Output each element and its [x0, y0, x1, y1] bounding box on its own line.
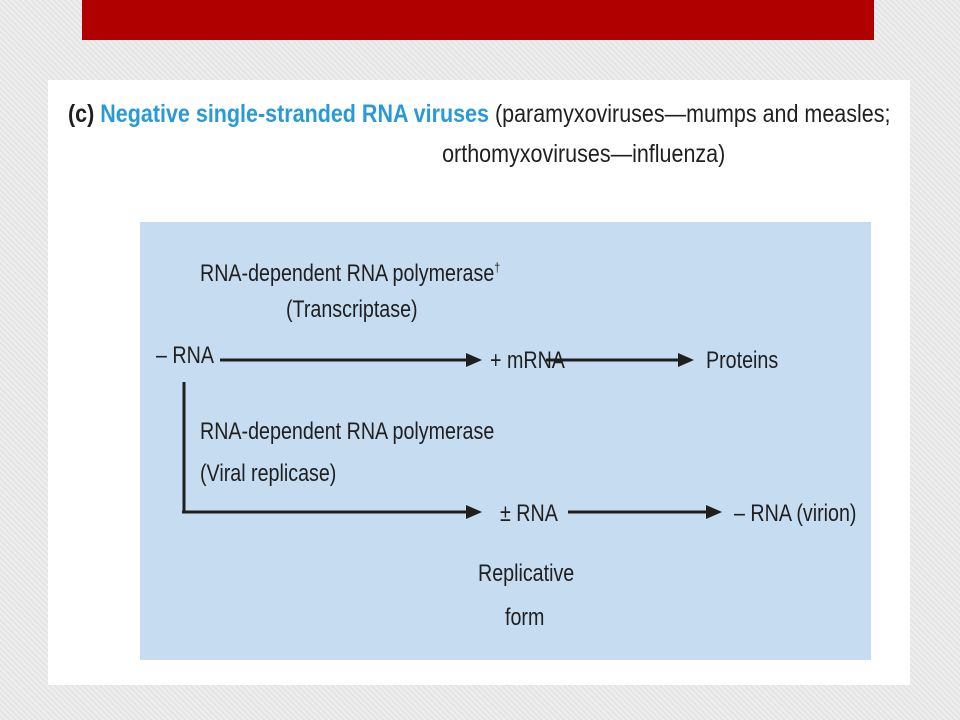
arrow-transcription-head: [466, 353, 482, 367]
virus-examples-line2: orthomyxoviruses—influenza): [442, 140, 726, 168]
node-negative-rna: – RNA: [156, 342, 214, 369]
replicative-caption-line1: Replicative: [478, 560, 575, 587]
figure-title: Negative single-stranded RNA viruses: [100, 100, 489, 128]
replicative-caption-line2: form: [505, 604, 545, 631]
dagger-footnote-mark: †: [494, 260, 501, 275]
panel-label: (c): [68, 100, 95, 128]
arrow-virion-head: [706, 505, 722, 519]
node-positive-mrna: + mRNA: [490, 347, 565, 374]
enzyme-alias-transcriptase: (Transcriptase): [286, 296, 418, 323]
enzyme-alias-replicase: (Viral replicase): [200, 460, 337, 487]
enzyme-label-transcriptase: RNA-dependent RNA polymerase†: [200, 260, 501, 287]
node-proteins: Proteins: [706, 347, 779, 374]
enzyme-label-replicase: RNA-dependent RNA polymerase: [200, 418, 495, 445]
virus-examples-line1: (paramyxoviruses—mumps and measles;: [494, 100, 891, 128]
arrow-replication-head: [466, 505, 482, 519]
arrow-translation-head: [678, 353, 694, 367]
node-replicative-rna: ± RNA: [500, 500, 558, 527]
node-virion-rna: – RNA (virion): [734, 500, 857, 527]
